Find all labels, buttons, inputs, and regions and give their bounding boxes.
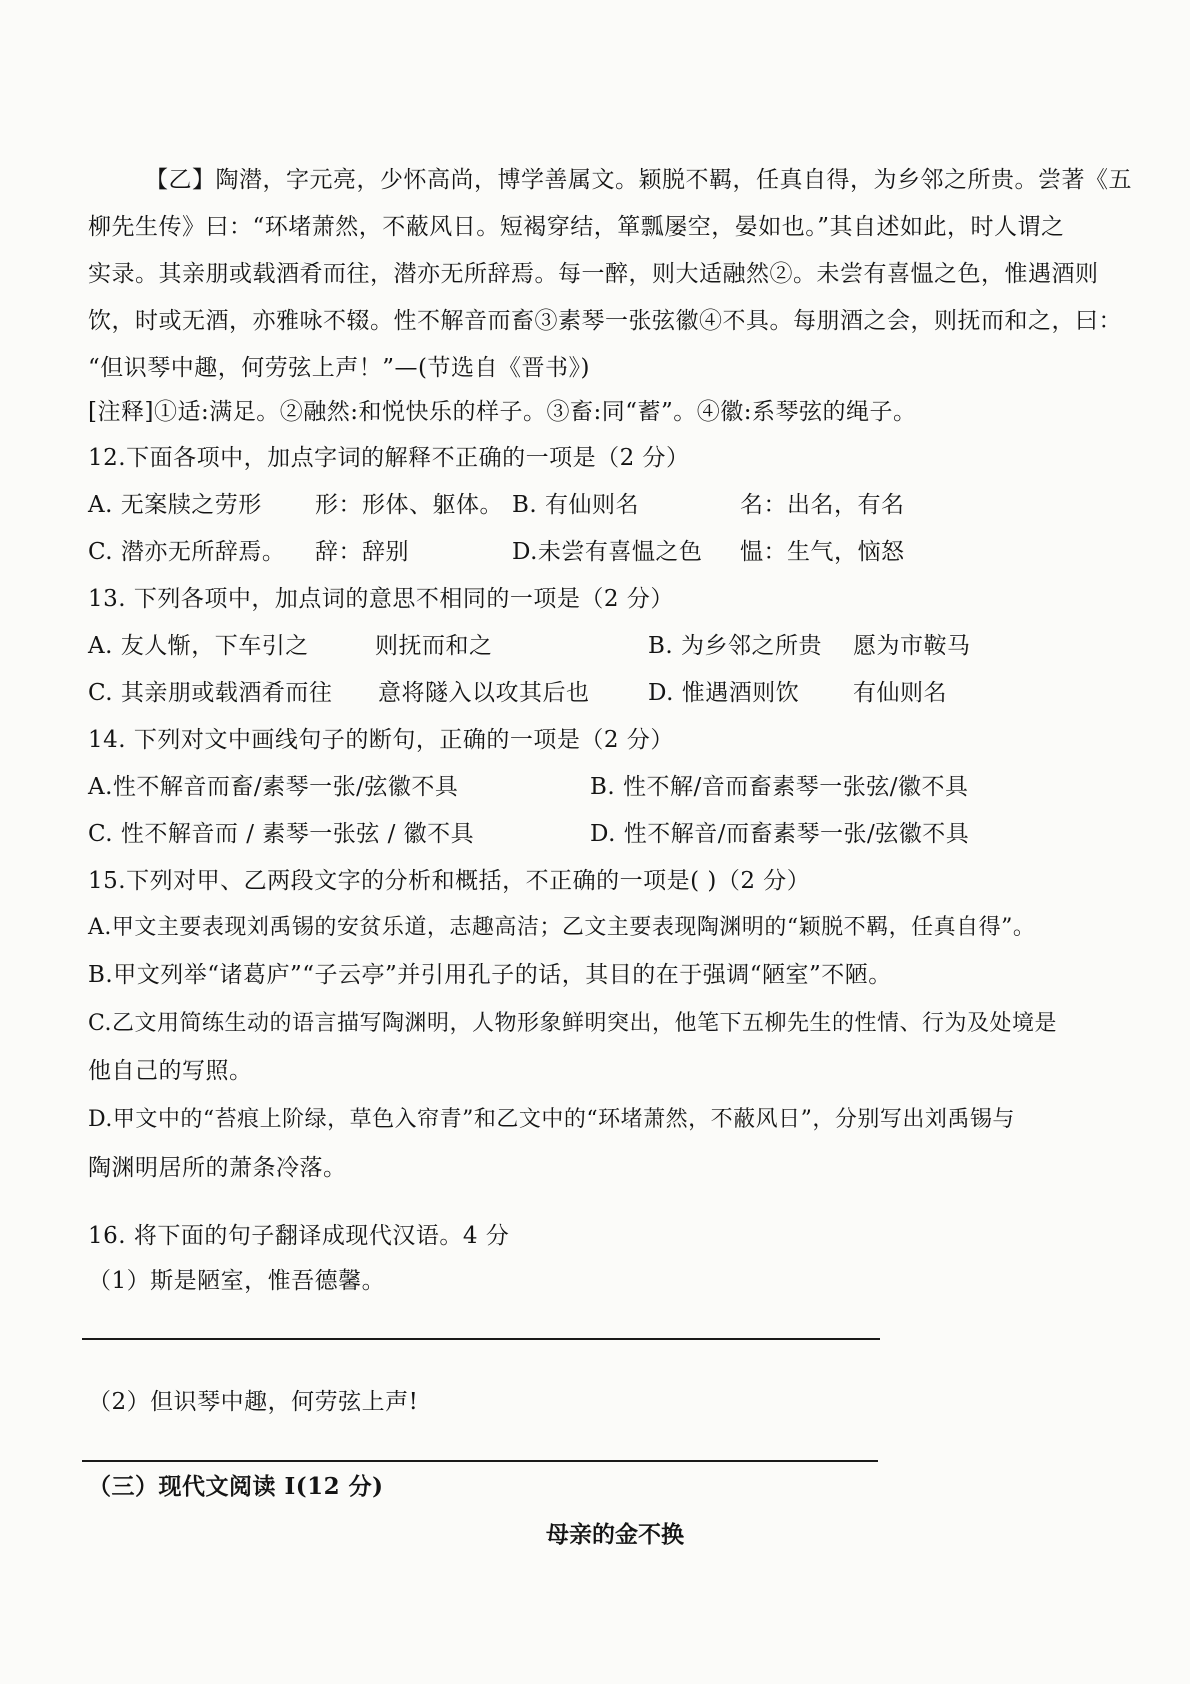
q13-option-c-1: C. 其亲朋或载酒肴而往 bbox=[88, 680, 333, 706]
answer-line-1 bbox=[82, 1338, 880, 1340]
q13-option-b-2: 愿为市鞍马 bbox=[853, 633, 971, 659]
q13-option-a-2: 则抚而和之 bbox=[375, 633, 493, 659]
q15-option-a: A.甲文主要表现刘禹锡的安贫乐道，志趣高洁；乙文主要表现陶渊明的“颖脱不羁，任真自得”。 bbox=[88, 915, 1036, 940]
q13-option-b-1: B. 为乡邻之所贵 bbox=[648, 633, 823, 659]
annotation-notes: [注释]①适:满足。②融然:和悦快乐的样子。③畜:同“蓄”。④徽:系琴弦的绳子。 bbox=[88, 399, 917, 425]
q12-option-c: C. 潜亦无所辞焉。 bbox=[88, 539, 286, 565]
q14-stem: 14. 下列对文中画线句子的断句，正确的一项是（2 分） bbox=[88, 727, 674, 753]
q12-option-c-explanation: 辞：辞别 bbox=[315, 539, 409, 565]
yi-text-line-5: “但识琴中趣，何劳弦上声！”—(节选自《晋书》) bbox=[88, 355, 590, 381]
q12-option-d: D.未尝有喜愠之色 bbox=[512, 539, 703, 565]
q16-stem: 16. 将下面的句子翻译成现代汉语。4 分 bbox=[88, 1223, 510, 1249]
q15-option-b: B.甲文列举“诸葛庐”“子云亭”并引用孔子的话，其目的在于强调“陋室”不陋。 bbox=[88, 962, 892, 988]
q16-sentence-2: （2）但识琴中趣，何劳弦上声! bbox=[88, 1389, 419, 1415]
q12-stem: 12.下面各项中，加点字词的解释不正确的一项是（2 分） bbox=[88, 445, 690, 471]
yi-text-line-1: 【乙】陶潜，字元亮，少怀高尚，博学善属文。颖脱不羁，任真自得，为乡邻之所贵。尝著《五 bbox=[145, 167, 1132, 193]
q15-option-d-line-1: D.甲文中的“苔痕上阶绿，草色入帘青”和乙文中的“环堵萧然，不蔽风日”，分别写出刘禹锡与 bbox=[88, 1107, 1015, 1132]
yi-text-line-4: 饮，时或无酒，亦雅咏不辍。性不解音而畜③素琴一张弦徽④不具。每朋酒之会，则抚而和之，曰： bbox=[88, 308, 1122, 334]
q15-option-c-line-2: 他自己的写照。 bbox=[88, 1058, 253, 1084]
q12-option-d-explanation: 愠：生气，恼怒 bbox=[740, 539, 905, 565]
q13-option-c-2: 意将隧入以攻其后也 bbox=[378, 680, 590, 706]
yi-text-line-2: 柳先生传》曰：“环堵萧然，不蔽风日。短褐穿结，箪瓢屡空，晏如也。”其自述如此，时人谓之 bbox=[88, 214, 1065, 240]
q15-option-d-line-2: 陶渊明居所的萧条冷落。 bbox=[88, 1155, 347, 1181]
q14-option-a: A.性不解音而畜/素琴一张/弦徽不具 bbox=[88, 774, 459, 800]
q12-option-a-explanation: 形：形体、躯体。 bbox=[315, 492, 503, 518]
q13-option-d-2: 有仙则名 bbox=[853, 680, 947, 706]
q14-option-c: C. 性不解音而 / 素琴一张弦 / 徽不具 bbox=[88, 821, 475, 847]
q12-option-b-explanation: 名：出名，有名 bbox=[740, 492, 905, 518]
q14-option-b: B. 性不解/音而畜素琴一张弦/徽不具 bbox=[590, 774, 969, 800]
q14-option-d: D. 性不解音/而畜素琴一张/弦徽不具 bbox=[590, 821, 970, 847]
yi-text-line-3: 实录。其亲朋或载酒肴而往，潜亦无所辞焉。每一醉，则大适融然②。未尝有喜愠之色，惟遇酒则 bbox=[88, 261, 1099, 287]
q16-sentence-1: （1）斯是陋室，惟吾德馨。 bbox=[88, 1268, 386, 1294]
q13-option-d-1: D. 惟遇酒则饮 bbox=[648, 680, 800, 706]
q13-stem: 13. 下列各项中，加点词的意思不相同的一项是（2 分） bbox=[88, 586, 674, 612]
q15-stem: 15.下列对甲、乙两段文字的分析和概括，不正确的一项是( )（2 分） bbox=[88, 868, 811, 894]
section-heading: （三）现代文阅读 I(12 分) bbox=[88, 1473, 384, 1500]
q15-option-c-line-1: C.乙文用简练生动的语言描写陶渊明，人物形象鲜明突出，他笔下五柳先生的性情、行为及处境是 bbox=[88, 1011, 1058, 1036]
answer-line-2 bbox=[82, 1460, 878, 1462]
article-title: 母亲的金不换 bbox=[546, 1521, 684, 1548]
q13-option-a-1: A. 友人惭，下车引之 bbox=[88, 633, 309, 659]
q12-option-a: A. 无案牍之劳形 bbox=[88, 492, 262, 518]
q12-option-b: B. 有仙则名 bbox=[512, 492, 640, 518]
